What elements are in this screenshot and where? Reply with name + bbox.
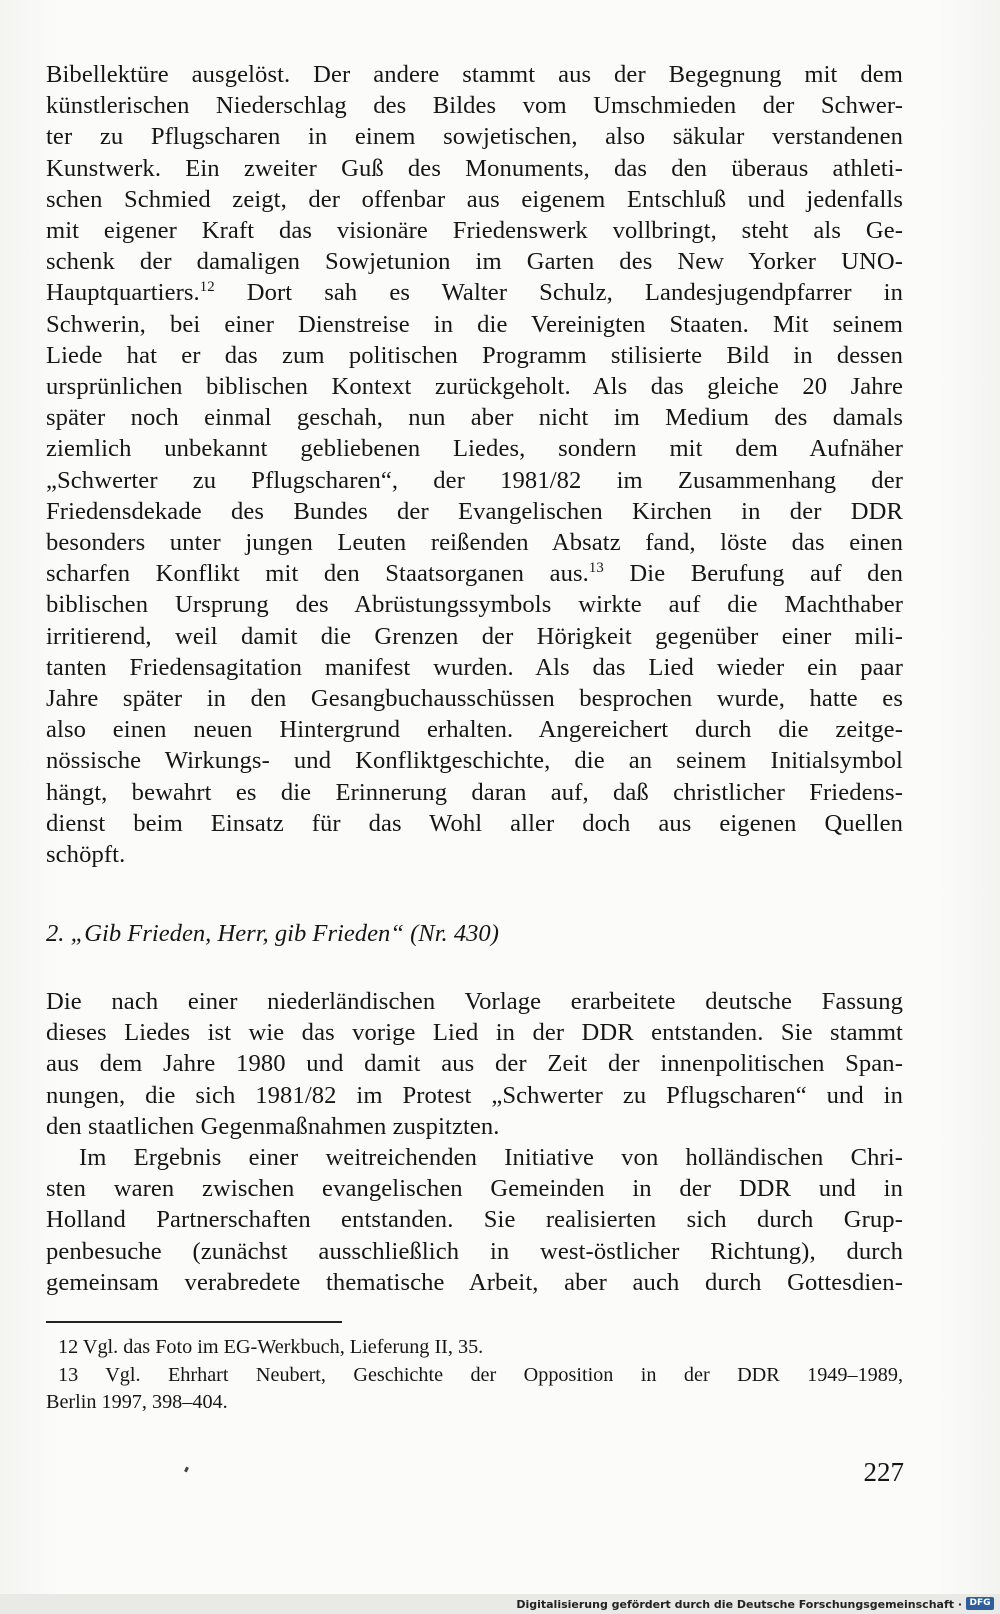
text-line: Friedensdekade des Bundes der Evangelischen Kirchen in der DDR <box>46 497 903 525</box>
text-line: Im Ergebnis einer weitreichenden Initiative von holländischen Chri- <box>79 1144 903 1172</box>
footnote-continuation: Berlin 1997, 398–404. <box>46 1391 228 1413</box>
text-line: später noch einmal geschah, nun aber nicht im Medium des damals <box>46 404 903 432</box>
footnote: 12 Vgl. das Foto im EG-Werkbuch, Lieferung II, 35. <box>58 1336 484 1358</box>
section-text <box>46 986 903 1298</box>
text-line: gemeinsam verabredete thematische Arbeit, aber auch durch Gottesdien- <box>46 1268 903 1296</box>
text-line: nungen, die sich 1981/82 im Protest „Schwerter zu Pflugscharen“ und in <box>46 1081 903 1109</box>
text-line: Liede hat er das zum politischen Programm stilisierte Bild in dessen <box>46 341 903 369</box>
text-line: Schwerin, bei einer Dienstreise in die Vereinigten Staaten. Mit seinem <box>46 310 903 338</box>
text-line-with-footnote <box>46 277 903 308</box>
text-line: besonders unter jungen Leuten reißenden Absatz fand, löste das einen <box>46 529 903 557</box>
text-line: irritierend, weil damit die Grenzen der Hörigkeit gegenüber einer mili- <box>46 622 903 650</box>
text-line-with-footnote <box>46 558 903 589</box>
body-text <box>46 59 903 870</box>
text-line: schen Schmied zeigt, der offenbar aus eigenem Entschluß und jedenfalls <box>46 185 903 213</box>
text-line: künstlerischen Niederschlag des Bildes vom Umschmieden der Schwer- <box>46 92 903 120</box>
text-line: ter zu Pflugscharen in einem sowjetischen, also säkular verstandenen <box>46 123 903 151</box>
section-heading: 2. „Gib Frieden, Herr, gib Frieden“ (Nr. 430) <box>46 920 499 947</box>
text-segment: Hauptquartiers. <box>46 279 200 307</box>
footnote-reference: 12 <box>199 279 215 296</box>
text-line: Holland Partnerschaften entstanden. Sie realisierten sich durch Grup- <box>46 1206 903 1234</box>
page-number: 227 <box>863 1457 904 1487</box>
text-segment: scharfen Konflikt mit den Staatsorganen aus. <box>46 560 589 588</box>
text-line: ziemlich unbekannt gebliebenen Liedes, sondern mit dem Aufnäher <box>46 435 903 463</box>
text-line: Die nach einer niederländischen Vorlage erarbeitete deutsche Fassung <box>46 988 903 1015</box>
text-line: aus dem Jahre 1980 und damit aus der Zeit der innenpolitischen Span- <box>46 1050 903 1078</box>
footnote-reference: 13 <box>588 560 604 577</box>
text-line: dieses Liedes ist wie das vorige Lied in der DDR entstanden. Sie stammt <box>46 1019 903 1047</box>
dfg-logo-icon: DFG <box>966 1597 994 1610</box>
text-line: mit eigener Kraft das visionäre Friedenswerk vollbringt, steht als Ge- <box>46 217 903 245</box>
text-line: Kunstwerk. Ein zweiter Guß des Monuments, das den überaus athleti- <box>46 154 903 182</box>
text-line: ursprünlichen biblischen Kontext zurückgeholt. Als das gleiche 20 Jahre <box>46 373 903 401</box>
text-line: sten waren zwischen evangelischen Gemeinden in der DDR und in <box>46 1175 903 1203</box>
text-line: hängt, bewahrt es die Erinnerung daran auf, daß christlicher Friedens- <box>46 778 903 806</box>
text-line: schöpft. <box>46 841 126 869</box>
text-line: „Schwerter zu Pflugscharen“, der 1981/82 im Zusammenhang der <box>46 466 903 494</box>
footnote-divider <box>46 1321 342 1323</box>
text-line: tanten Friedensagitation manifest wurden. Als das Lied wieder ein paar <box>46 653 903 681</box>
text-line: nössische Wirkungs- und Konfliktgeschichte, die an seinem Initialsymbol <box>46 747 903 775</box>
text-line: den staatlichen Gegenmaßnahmen zuspitzten. <box>46 1112 500 1140</box>
footnotes <box>46 1334 903 1417</box>
text-line: penbesuche (zunächst ausschließlich in west-östlicher Richtung), durch <box>46 1237 903 1265</box>
text-line: also einen neuen Hintergrund erhalten. Angereichert durch die zeitge- <box>46 716 903 744</box>
text-line: biblischen Ursprung des Abrüstungssymbols wirkte auf die Machthaber <box>46 591 903 619</box>
text-line: schenk der damaligen Sowjetunion im Garten des New Yorker UNO- <box>46 248 903 276</box>
text-line: Jahre später in den Gesangbuchausschüssen besprochen wurde, hatte es <box>46 685 903 713</box>
text-line: Bibellektüre ausgelöst. Der andere stammt aus der Begegnung mit dem <box>46 61 903 88</box>
scan-speck <box>184 1467 189 1473</box>
footnote: 13 Vgl. Ehrhart Neubert, Geschichte der Opposition in der DDR 1949–1989, <box>58 1363 903 1386</box>
text-line: dienst beim Einsatz für das Wohl aller doch aus eigenen Quellen <box>46 809 903 837</box>
digitization-credit: Digitalisierung gefördert durch die Deutsche Forschungsgemeinschaft · <box>516 1598 962 1611</box>
text-segment: Dort sah es Walter Schulz, Landesjugendpfarrer in <box>214 279 903 307</box>
text-segment: Die Berufung auf den <box>603 560 903 588</box>
